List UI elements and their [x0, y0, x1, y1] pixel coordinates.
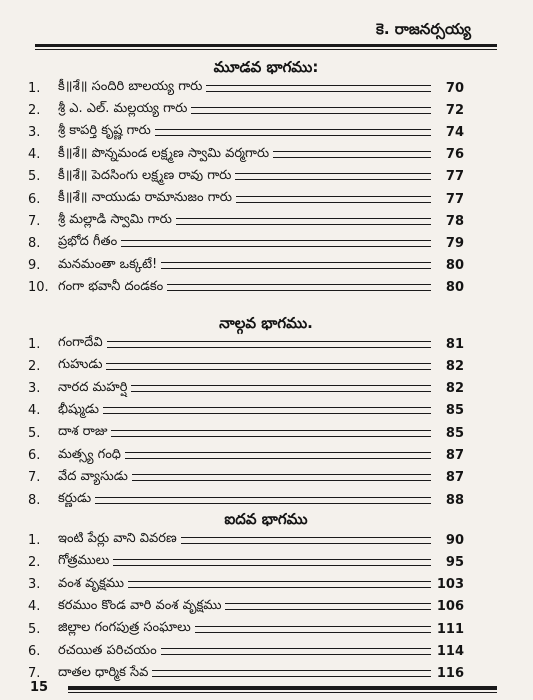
toc-entry-number: 4. — [28, 147, 41, 163]
toc-entry — [28, 232, 464, 254]
toc-entry-title: గుహుడు — [58, 357, 103, 373]
toc-entry-title: గంగాదేవి — [58, 335, 103, 350]
toc-entry-title: గంగా భవానీ దండకం — [58, 278, 164, 294]
toc-entry — [28, 144, 464, 166]
toc-entry — [28, 277, 464, 299]
footer-rule — [68, 686, 497, 690]
toc-entry-number: 3. — [28, 381, 41, 397]
toc-entry-number: 6. — [28, 448, 41, 463]
toc-entry-page: 74 — [445, 124, 464, 140]
toc-entry-title: మత్స్య గంధి — [58, 446, 121, 462]
toc-entry-page: 79 — [445, 235, 464, 251]
leader-line — [106, 363, 431, 370]
toc-entry-number: 1. — [28, 80, 41, 96]
toc-entry-title: కర్ణుడు — [58, 491, 92, 507]
toc-entry-number: 8. — [28, 235, 41, 251]
toc-entry — [28, 378, 464, 400]
toc-entry-page: 87 — [445, 470, 464, 486]
toc-entry-page: 88 — [445, 492, 464, 508]
toc-entry-number: 7. — [28, 470, 41, 486]
toc-entry-page: 72 — [445, 102, 464, 118]
toc-entry-title: రచయిత పరిచయం — [58, 642, 157, 658]
toc-entry-page: 81 — [445, 336, 464, 352]
toc-entry-title: కరముం కొండ వారి వంశ వృక్షము — [58, 597, 222, 613]
toc-entry-title: దాశ రాజు — [58, 424, 108, 440]
toc-entry-title: వంశ వృక్షము — [58, 575, 125, 591]
toc-entry-number: 7. — [28, 666, 41, 682]
toc-entry-page: 77 — [445, 169, 464, 185]
toc-entry-page: 70 — [445, 80, 464, 96]
toc-entry-number: 1. — [28, 336, 41, 352]
toc-entry — [28, 99, 464, 121]
toc-entry-title: దాతల ధార్మిక సేవ — [58, 664, 149, 680]
toc-entry-page: 76 — [445, 147, 464, 163]
toc-entry-page: 77 — [445, 191, 464, 207]
toc-entry-title: శ్రీ మల్లాడి స్వామి గారు — [58, 212, 172, 228]
toc-entry-number: 2. — [28, 358, 41, 374]
toc-entry-page: 114 — [436, 644, 464, 659]
toc-entry-title: శ్రీ కాపర్తి కృష్ణ గారు — [58, 123, 151, 139]
footer-rule-thin — [68, 692, 497, 693]
toc-entry-page: 87 — [445, 448, 464, 463]
toc-entry-page: 90 — [445, 532, 464, 548]
toc-entry — [28, 467, 464, 489]
toc-entry — [28, 255, 464, 277]
toc-entry-number: 2. — [28, 102, 41, 118]
toc-entry — [28, 445, 464, 467]
toc-entry — [28, 551, 464, 573]
leader-line — [155, 129, 431, 136]
toc-entry-title: కీ॥శే॥ సందిరి బాలయ్య గారు — [58, 79, 203, 94]
section-heading: మూడవ భాగము: — [213, 58, 319, 76]
page-number: 15 — [30, 680, 49, 695]
leader-line — [125, 452, 431, 459]
leader-line — [107, 341, 431, 348]
leader-line — [161, 262, 431, 269]
toc-entry-number: 3. — [28, 124, 41, 140]
leader-line — [132, 474, 431, 481]
toc-entry — [28, 188, 464, 210]
toc-entry-number: 1. — [28, 532, 41, 548]
header-rule — [35, 44, 497, 47]
toc-entry-title: కీ॥శే॥ నాయుడు రామానుజం గారు — [58, 190, 232, 205]
leader-line — [206, 85, 431, 92]
toc-entry-number: 4. — [28, 599, 41, 615]
leader-line — [235, 173, 431, 180]
toc-entry — [28, 355, 464, 377]
toc-entry-title: గోత్రములు — [58, 553, 110, 569]
toc-entry-title: వేద వ్యాసుడు — [58, 468, 128, 484]
toc-entry — [28, 166, 464, 188]
section-heading: నాల్గవ భాగము. — [219, 314, 313, 332]
leader-line — [113, 559, 431, 566]
leader-line — [131, 385, 431, 392]
toc-entry-page: 106 — [436, 599, 464, 615]
toc-entry — [28, 641, 464, 663]
toc-entry-page: 82 — [445, 358, 464, 374]
toc-entry-title: కీ॥శే॥ పెదసింగు లక్ష్మణ రావు గారు — [58, 167, 232, 183]
toc-entry-page: 78 — [445, 213, 464, 229]
toc-entry — [28, 422, 464, 444]
toc-entry-title: జిల్లాల గంగపుత్ర సంఘాలు — [58, 620, 191, 636]
toc-entry-page: 80 — [445, 280, 464, 296]
toc-entry-title: భీష్ముడు — [58, 401, 99, 417]
leader-line — [191, 107, 431, 114]
toc-entry-page: 95 — [445, 554, 464, 570]
leader-line — [103, 407, 431, 414]
toc-entry-number: 9. — [28, 258, 41, 274]
toc-entry-title: శ్రీ ఎ. ఎల్. మల్లయ్య గారు — [58, 101, 188, 117]
toc-entry — [28, 529, 464, 551]
toc-entry-title: కీ॥శే॥ పొన్నమండ లక్ష్మణ స్వామి వర్మగారు — [58, 145, 270, 161]
toc-entry — [28, 574, 464, 596]
toc-entry — [28, 121, 464, 143]
toc-entry-number: 8. — [28, 492, 41, 508]
toc-entry-number: 3. — [28, 577, 41, 593]
toc-entry-number: 6. — [28, 644, 41, 659]
toc-entry — [28, 663, 464, 685]
toc-entry-number: 5. — [28, 621, 41, 637]
toc-entry — [28, 77, 464, 99]
toc-entry-number: 5. — [28, 425, 41, 441]
toc-entry-title: ఇంటి పేర్లు వాని వివరణ — [58, 531, 177, 546]
section-heading: ఐదవ భాగము — [224, 510, 308, 528]
toc-entry-number: 6. — [28, 191, 41, 207]
toc-entry-title: మనమంతా ఒక్కటే! — [58, 256, 158, 272]
toc-entry-page: 80 — [445, 258, 464, 274]
leader-line — [167, 284, 431, 291]
toc-entry-page: 85 — [445, 425, 464, 441]
leader-line — [273, 151, 431, 158]
leader-line — [195, 626, 431, 633]
header-rule-thin — [35, 49, 497, 50]
toc-entry-number: 2. — [28, 554, 41, 570]
toc-entry-number: 4. — [28, 403, 41, 419]
toc-entry-page: 103 — [436, 577, 464, 593]
toc-entry-number: 10. — [28, 280, 49, 296]
leader-line — [111, 430, 431, 437]
leader-line — [225, 603, 431, 610]
toc-entry — [28, 618, 464, 640]
toc-entry — [28, 333, 464, 355]
toc-entry — [28, 210, 464, 232]
leader-line — [152, 670, 431, 677]
toc-entry-page: 85 — [445, 403, 464, 419]
toc-entry — [28, 596, 464, 618]
running-head-author: కె. రాజనర్సయ్య — [376, 20, 471, 38]
toc-entry-title: ప్రభోద గీతం — [58, 234, 118, 250]
toc-entry-page: 82 — [445, 381, 464, 397]
toc-entry-page: 116 — [436, 666, 464, 682]
toc-entry-page: 111 — [436, 621, 464, 637]
leader-line — [181, 537, 431, 544]
leader-line — [176, 218, 431, 225]
leader-line — [236, 196, 431, 203]
toc-entry — [28, 400, 464, 422]
leader-line — [95, 497, 431, 504]
leader-line — [128, 581, 431, 588]
toc-entry-title: నారద మహర్షి — [58, 379, 128, 395]
toc-entry-number: 7. — [28, 213, 41, 229]
toc-entry-number: 5. — [28, 169, 41, 185]
leader-line — [161, 648, 431, 655]
leader-line — [121, 240, 431, 247]
